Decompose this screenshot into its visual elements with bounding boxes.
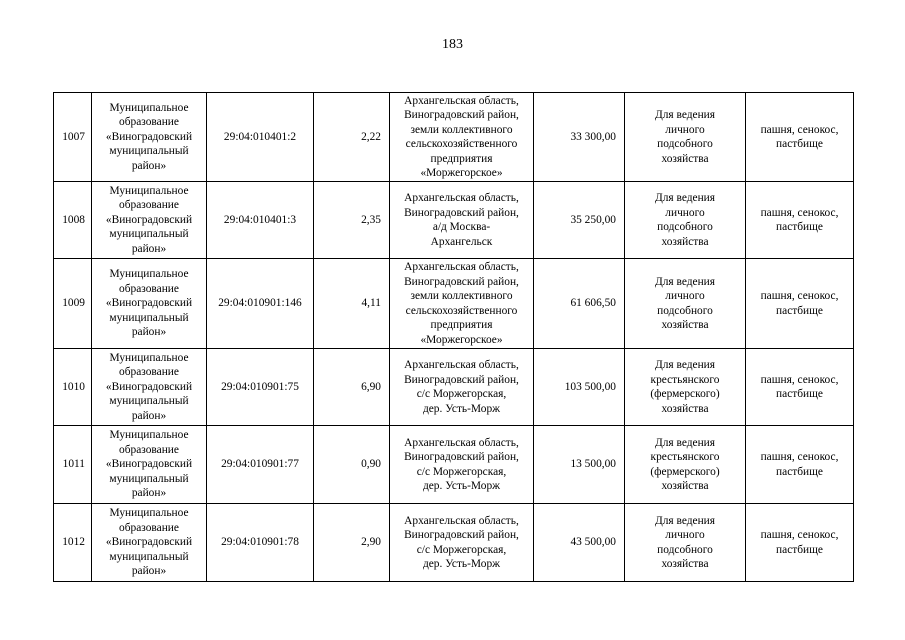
usage-text: пашня, сенокос, пастбище <box>760 206 839 233</box>
row-number: 1011 <box>54 426 92 504</box>
cost-value: 61 606,50 <box>534 259 625 349</box>
table-row <box>54 349 854 426</box>
purpose-text: Для ведения крестьянского (фермерского) хозяйства <box>650 359 720 415</box>
cost-value: 35 250,00 <box>534 182 625 259</box>
usage-text: пашня, сенокос, пастбище <box>760 451 839 478</box>
area-value: 0,90 <box>314 426 390 504</box>
row-number: 1009 <box>54 259 92 349</box>
area-value: 4,11 <box>314 259 390 349</box>
usage-cell <box>746 349 854 426</box>
table-row <box>54 259 854 349</box>
cost-value: 43 500,00 <box>534 504 625 582</box>
usage-cell <box>746 426 854 504</box>
owner-cell <box>92 259 207 349</box>
area-value: 2,35 <box>314 182 390 259</box>
location-cell <box>390 93 534 182</box>
row-number: 1012 <box>54 504 92 582</box>
table-row <box>54 426 854 504</box>
location-cell <box>390 182 534 259</box>
purpose-text: Для ведения личного подсобного хозяйства <box>654 192 716 248</box>
row-number: 1007 <box>54 93 92 182</box>
area-value: 2,90 <box>314 504 390 582</box>
usage-cell <box>746 93 854 182</box>
location-cell <box>390 504 534 582</box>
location-cell <box>390 349 534 426</box>
owner-cell <box>92 426 207 504</box>
location-cell <box>390 426 534 504</box>
purpose-cell <box>625 259 746 349</box>
purpose-cell <box>625 93 746 182</box>
purpose-cell <box>625 349 746 426</box>
area-value: 6,90 <box>314 349 390 426</box>
owner-cell <box>92 349 207 426</box>
owner-cell <box>92 504 207 582</box>
owner-text: Муниципальное образование «Виноградовский муниципальный район» <box>105 429 193 500</box>
purpose-cell <box>625 504 746 582</box>
area-value: 2,22 <box>314 93 390 182</box>
location-text: Архангельская область, Виноградовский район, земли коллективного сельскохозяйственного предприятия «Моржегорское» <box>404 261 519 346</box>
cadastral-number: 29:04:010401:3 <box>207 182 314 259</box>
location-text: Архангельская область, Виноградовский район, а/д Москва- Архангельск <box>404 192 519 248</box>
location-text: Архангельская область, Виноградовский район, земли коллективного сельскохозяйственного предприятия «Моржегорское» <box>404 94 519 179</box>
usage-cell <box>746 259 854 349</box>
cadastral-number: 29:04:010901:146 <box>207 259 314 349</box>
purpose-text: Для ведения крестьянского (фермерского) хозяйства <box>650 436 720 492</box>
purpose-text: Для ведения личного подсобного хозяйства <box>654 514 716 570</box>
row-number: 1008 <box>54 182 92 259</box>
cost-value: 33 300,00 <box>534 93 625 182</box>
usage-text: пашня, сенокос, пастбище <box>760 123 839 150</box>
usage-cell <box>746 504 854 582</box>
row-number: 1010 <box>54 349 92 426</box>
owner-cell <box>92 93 207 182</box>
usage-cell <box>746 182 854 259</box>
owner-cell <box>92 182 207 259</box>
cadastral-number: 29:04:010901:78 <box>207 504 314 582</box>
location-text: Архангельская область, Виноградовский район, с/с Моржегорская, дер. Усть-Морж <box>404 359 519 415</box>
page-number: 183 <box>442 37 463 52</box>
owner-text: Муниципальное образование «Виноградовский муниципальный район» <box>105 507 193 578</box>
owner-text: Муниципальное образование «Виноградовский муниципальный район» <box>105 184 193 255</box>
purpose-cell <box>625 182 746 259</box>
table-row <box>54 93 854 182</box>
location-cell <box>390 259 534 349</box>
table-row <box>54 182 854 259</box>
owner-text: Муниципальное образование «Виноградовский муниципальный район» <box>105 101 193 172</box>
usage-text: пашня, сенокос, пастбище <box>760 373 839 400</box>
purpose-text: Для ведения личного подсобного хозяйства <box>654 275 716 331</box>
cadastral-number: 29:04:010901:77 <box>207 426 314 504</box>
purpose-cell <box>625 426 746 504</box>
cost-value: 13 500,00 <box>534 426 625 504</box>
table-row <box>54 504 854 582</box>
cost-value: 103 500,00 <box>534 349 625 426</box>
usage-text: пашня, сенокос, пастбище <box>760 529 839 556</box>
location-text: Архангельская область, Виноградовский район, с/с Моржегорская, дер. Усть-Морж <box>404 514 519 570</box>
land-registry-table <box>53 92 854 582</box>
cadastral-number: 29:04:010401:2 <box>207 93 314 182</box>
usage-text: пашня, сенокос, пастбище <box>760 290 839 317</box>
cadastral-number: 29:04:010901:75 <box>207 349 314 426</box>
purpose-text: Для ведения личного подсобного хозяйства <box>654 109 716 165</box>
owner-text: Муниципальное образование «Виноградовский муниципальный район» <box>105 268 193 339</box>
owner-text: Муниципальное образование «Виноградовский муниципальный район» <box>105 351 193 422</box>
location-text: Архангельская область, Виноградовский район, с/с Моржегорская, дер. Усть-Морж <box>404 436 519 492</box>
